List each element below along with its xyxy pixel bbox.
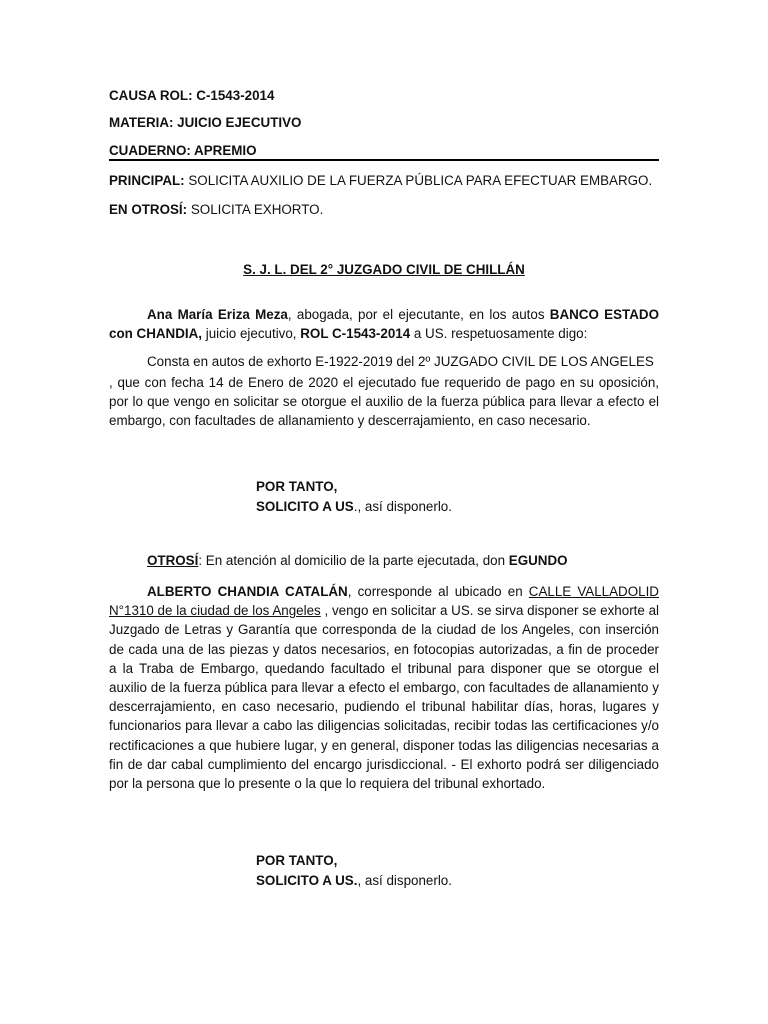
solicito-2 bbox=[256, 871, 452, 891]
court-heading: S. J. L. DEL 2° JUZGADO CIVIL DE CHILLÁN bbox=[243, 262, 525, 277]
case-rol: ROL C-1543-2014 bbox=[300, 326, 411, 342]
solicito-1-bold: SOLICITO A US bbox=[256, 498, 354, 514]
solicito-2-bold: SOLICITO A US. bbox=[256, 872, 358, 888]
header-divider bbox=[109, 159, 659, 161]
debtor-name: ALBERTO CHANDIA CATALÁN bbox=[147, 584, 348, 599]
otrosi-summary-text: SOLICITA EXHORTO. bbox=[187, 202, 324, 217]
otrosi-summary-line bbox=[109, 202, 323, 217]
intro-paragraph bbox=[109, 305, 659, 343]
solicito-1-rest: ., así disponerlo. bbox=[353, 498, 452, 514]
intro-text-2: juicio ejecutivo, bbox=[202, 326, 301, 342]
cuaderno: CUADERNO: APREMIO bbox=[109, 143, 257, 158]
body2-text-2: , vengo en solicitar a US. se sirva disponer se exhorte al Juzgado de Letras y Garantía que corresponda de la ciudad de los Angeles, con inserción de cada una de las piezas y datos necesarios, en fotocopias autorizadas, a fin de proceder a la Traba de Embargo, quedando facultado el tribunal para disponer que se otorgue el auxilio de la fuerza pública para llevar a efecto el embargo, con facultades de allanamiento y descerrajamiento, en caso necesario, pudiendo el tribunal habilitar días, horas, lugares y funcionarios para llevar a cabo las diligencias solicitadas, recibir todas las certificaciones y/o rectificaciones a que hubiere lugar, y en general, disponer todas las diligencias necesarias a fin de dar cabal cumplimiento del encargo jurisdiccional. - El exhorto podrá ser diligenciado por la persona que lo presente o la que lo requiera del tribunal exhortado. bbox=[109, 603, 659, 792]
closing-1 bbox=[256, 477, 452, 516]
solicito-1 bbox=[256, 497, 452, 517]
otrosi-name-start: EGUNDO bbox=[508, 553, 568, 568]
materia: MATERIA: JUICIO EJECUTIVO bbox=[109, 115, 302, 130]
case-name: BANCO ESTADO con CHANDIA, bbox=[109, 307, 659, 342]
body1-first-line: Consta en autos de exhorto E-1922-2019 del 2º JUZGADO CIVIL DE LOS ANGELES bbox=[147, 354, 654, 369]
lawyer-name: Ana María Eriza Meza bbox=[147, 307, 288, 322]
otrosi-text: : En atención al domicilio de la parte ejecutada, don bbox=[198, 553, 509, 568]
debtor-address: CALLE VALLADOLID N°1310 de la ciudad de los Angeles bbox=[109, 584, 659, 619]
otrosi-summary-label: EN OTROSÍ: bbox=[109, 202, 188, 217]
principal-label: PRINCIPAL: bbox=[109, 173, 185, 188]
solicito-2-rest: , así disponerlo. bbox=[357, 872, 452, 888]
principal-text: SOLICITA AUXILIO DE LA FUERZA PÚBLICA PARA EFECTUAR EMBARGO. bbox=[184, 173, 653, 188]
closing-2 bbox=[256, 851, 452, 890]
intro-text-3: a US. respetuosamente digo: bbox=[410, 326, 588, 342]
body1-paragraph: , que con fecha 14 de Enero de 2020 el ejecutado fue requerido de pago en su oposición, por lo que vengo en solicitar se otorgue el auxilio de la fuerza pública para llevar a efecto el embargo, con facultades de allanamiento y descerrajamiento, en caso necesario. bbox=[109, 375, 659, 429]
body2-text-1: , corresponde al ubicado en bbox=[347, 584, 529, 599]
body2-paragraph bbox=[109, 582, 659, 793]
otrosi-label: OTROSÍ bbox=[147, 553, 199, 568]
otrosi-line bbox=[147, 553, 568, 568]
por-tanto-2: POR TANTO, bbox=[256, 853, 338, 868]
por-tanto-1: POR TANTO, bbox=[256, 479, 338, 494]
principal-line bbox=[109, 173, 652, 188]
causa-rol: CAUSA ROL: C-1543-2014 bbox=[109, 88, 275, 103]
intro-text-1: , abogada, por el ejecutante, en los autos bbox=[287, 307, 550, 322]
